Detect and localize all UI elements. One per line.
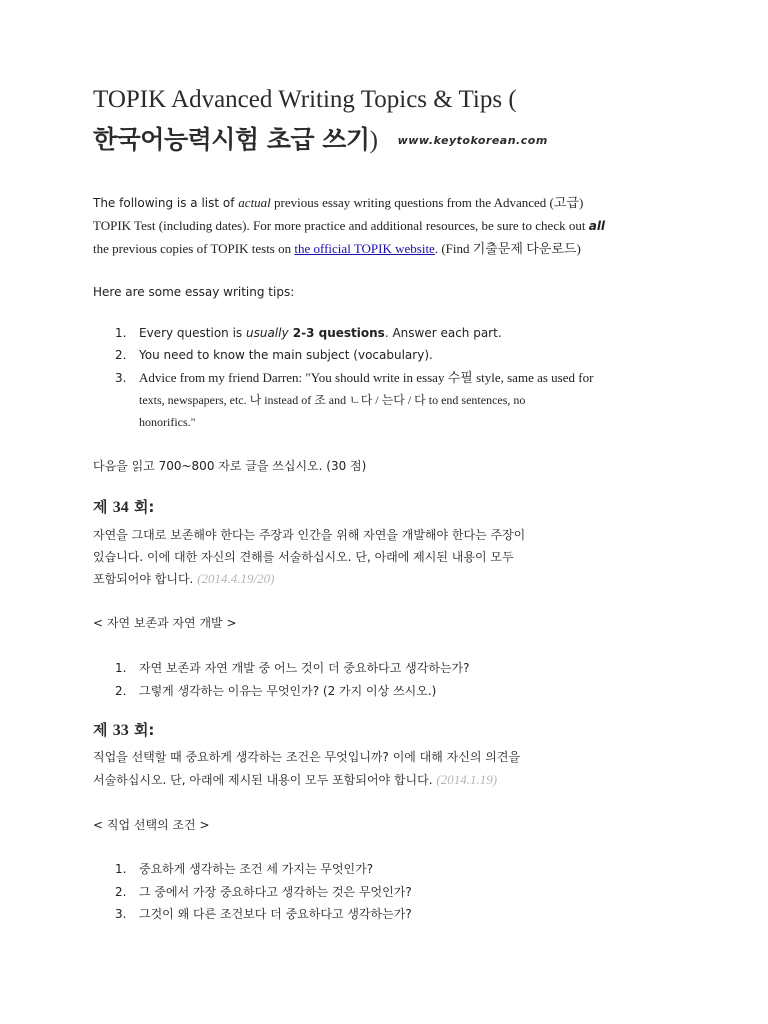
tip-text: . Answer each part.	[384, 326, 502, 340]
intro-line-2	[93, 218, 605, 234]
exam-date: (2014.1.19)	[436, 772, 498, 787]
intro-text: the previous copies of TOPIK tests on	[93, 241, 295, 256]
section-33-paragraph-line: 직업을 선택할 때 중요하게 생각하는 조건은 무엇입니까? 이에 대해 자신의 의견을	[93, 750, 521, 764]
heading-text: 제	[93, 721, 113, 739]
section-34-heading	[93, 496, 154, 517]
list-text: 중요하게 생각하는 조건 세 가지는 무엇인가?	[139, 862, 374, 876]
list-text: 그 중에서 가장 중요하다고 생각하는 것은 무엇인가?	[139, 885, 412, 899]
list-number: 1.	[115, 326, 127, 340]
heading-text: 제	[93, 498, 113, 516]
tip-text: Every question is	[139, 326, 246, 340]
heading-number: 33	[112, 722, 129, 739]
list-number: 3.	[115, 371, 127, 385]
intro-text: The following is a list of	[93, 196, 239, 210]
list-text: 그것이 왜 다른 조건보다 더 중요하다고 생각하는가?	[139, 907, 412, 921]
instruction-text: 다음을 읽고 700~800 자로 글을 쓰십시오. (30 점)	[93, 459, 367, 473]
tip-emphasis: usually	[245, 326, 289, 340]
tip-bold: 2-3 questions	[288, 326, 385, 340]
official-topik-website-link[interactable]: the official TOPIK website	[294, 241, 435, 256]
heading-text: 회:	[128, 498, 155, 516]
heading-number: 34	[112, 499, 129, 516]
list-text: 자연 보존과 자연 개발 중 어느 것이 더 중요하다고 생각하는가?	[139, 661, 470, 675]
list-text: You need to know the main subject (vocabulary).	[139, 348, 433, 362]
list-number: 1.	[115, 661, 127, 675]
paragraph-text: 서술하십시오. 단, 아래에 제시된 내용이 모두 포함되어야 합니다.	[93, 773, 437, 787]
section-34-paragraph-line: 자연을 그대로 보존해야 한다는 주장과 인간을 위해 자연을 개발해야 한다는 주장이	[93, 528, 526, 542]
exam-date: (2014.4.19/20)	[197, 571, 275, 586]
page-title: TOPIK Advanced Writing Topics & Tips (	[93, 86, 517, 113]
intro-emphasis: actual	[238, 195, 271, 210]
intro-line-3	[93, 241, 581, 257]
tips-heading: Here are some essay writing tips:	[93, 285, 295, 299]
section-34-paragraph-line: 있습니다. 이에 대한 자신의 견해를 서술하십시오. 단, 아래에 제시된 내용이 모두	[93, 550, 514, 564]
title-close-paren: )	[369, 127, 378, 154]
section-33-topic: < 직업 선택의 조건 >	[93, 818, 210, 832]
intro-text: TOPIK Test (including dates). For more practice and additional resources, be sure to check out	[93, 218, 589, 233]
intro-emphasis: all	[588, 219, 606, 233]
list-text: texts, newspapers, etc. 나 instead of 조 and ㄴ다 / 는다 / 다 to end sentences, no	[139, 393, 526, 407]
list-number: 3.	[115, 907, 127, 921]
title-korean-text: 한국어능력시험 초급 쓰기	[93, 125, 370, 154]
section-34-paragraph-line	[93, 571, 274, 587]
website-label: www.keytokorean.com	[397, 134, 548, 147]
list-number: 2.	[115, 885, 127, 899]
page-title-korean	[93, 120, 548, 156]
section-33-heading	[93, 719, 154, 740]
intro-text: . (Find 기출문제 다운로드)	[434, 241, 581, 256]
list-number: 2.	[115, 348, 127, 362]
list-text: 그렇게 생각하는 이유는 무엇인가? (2 가지 이상 쓰시오.)	[139, 684, 437, 698]
section-34-topic: < 자연 보존과 자연 개발 >	[93, 616, 237, 630]
list-text	[139, 325, 502, 341]
paragraph-text: 포함되어야 합니다.	[93, 572, 198, 586]
list-text: Advice from my friend Darren: "You should write in essay 수필 style, same as used for	[139, 370, 594, 385]
list-number: 2.	[115, 684, 127, 698]
heading-text: 회:	[128, 721, 155, 739]
section-33-paragraph-line	[93, 772, 497, 788]
list-number: 1.	[115, 862, 127, 876]
intro-line-1	[93, 195, 583, 211]
list-text: honorifics."	[139, 415, 196, 429]
intro-text: previous essay writing questions from the Advanced (고급)	[270, 195, 584, 210]
